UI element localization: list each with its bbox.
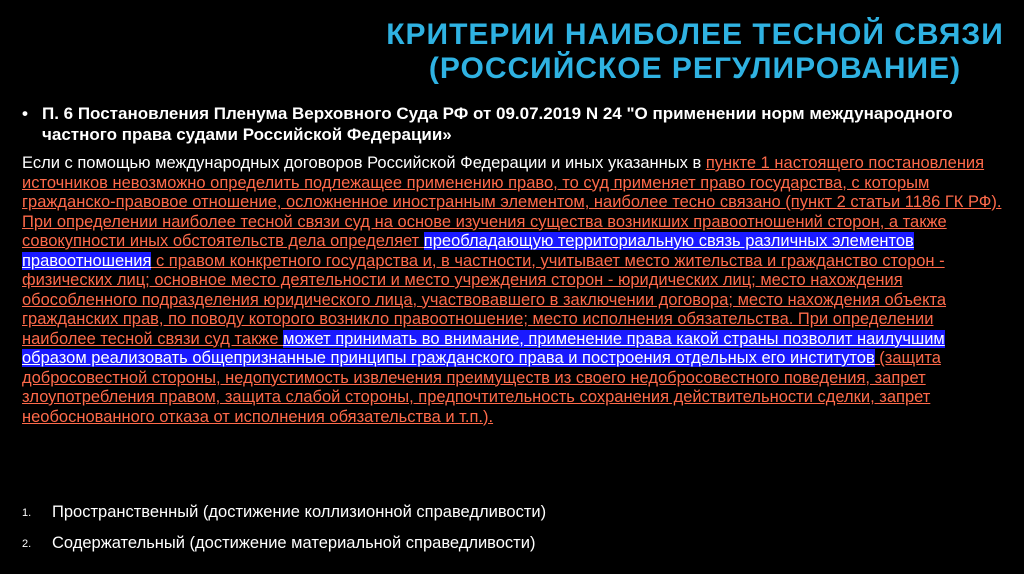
bullet-dot-icon: • [22, 104, 28, 123]
item-number: 1. [22, 506, 32, 519]
title-line-1: КРИТЕРИИ НАИБОЛЕЕ ТЕСНОЙ СВЯЗИ [386, 18, 1004, 51]
link-text-4[interactable]: (защита добросовестной стороны, недопустимость извлечения преимуществ из своего недобросовестного поведения, запрет злоупотребления правом, защита слабой стороны, предпочтительность сохранения действительности сделки, запрет необоснованного отказа от исполнения обязательства и т.п.). [22, 349, 941, 426]
para-text-1: Если с помощью международных договоров Российской Федерации и иных указанных в [22, 154, 706, 172]
body-paragraph [22, 154, 1007, 427]
highlight-text-2[interactable]: может принимать во внимание, применение права какой страны позволит наилучшим образом реализовать общепризнанные принципы гражданского права и построения отдельных его институтов [22, 329, 945, 367]
bullet-text: П. 6 Постановления Пленума Верховного Суда РФ от 09.07.2019 N 24 "О применении норм международного частного права судами Российской Федерации» [42, 104, 953, 144]
numbered-item [22, 533, 535, 554]
item-text: Пространственный (достижение коллизионной справедливости) [52, 503, 547, 521]
highlight-text-1[interactable]: преобладающую территориальную связь различных элементов правоотношения [22, 232, 914, 270]
item-number: 2. [22, 537, 32, 550]
numbered-item [22, 502, 546, 523]
main-bullet [22, 103, 1002, 145]
slide-title [380, 18, 1010, 86]
link-punkt-1[interactable]: пункте 1 [705, 154, 770, 172]
link-text-2[interactable]: настоящего постановления источников невозможно определить подлежащее применению право, то суд применяет право государства, с которым гражданско-правовое отношение, осложненное иностранным элементом, наиболее тесно связано (пункт 2 статьи 1186 ГК РФ). При определении наиболее тесной связи суд на основе изучения существа возникших правоотношений сторон, а также совокупности иных обстоятельств дела определяет [22, 154, 1002, 250]
item-text: Содержательный (достижение материальной справедливости) [52, 534, 536, 552]
link-text-3[interactable]: с правом конкретного государства и, в частности, учитывает место жительства и гражданство сторон - физических лиц; основное место деятельности и место учреждения сторон - юридических лиц; место нахождения обособленного подразделения юридического лица, участвовавшего в заключении договора; место нахождения объекта гражданских прав, по поводу которого возникло правоотношение; место исполнения обязательства. При определении наиболее тесной связи суд также [22, 251, 947, 348]
title-line-2: (РОССИЙСКОЕ РЕГУЛИРОВАНИЕ) [428, 52, 962, 85]
